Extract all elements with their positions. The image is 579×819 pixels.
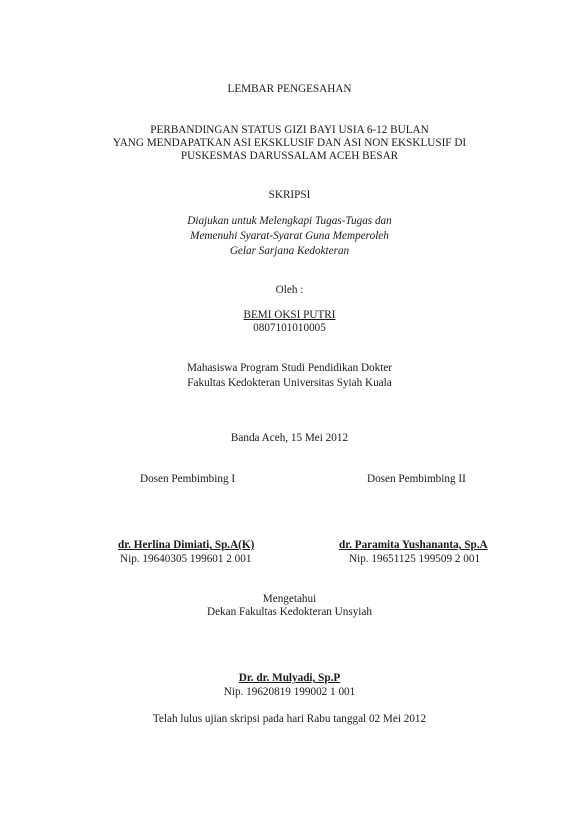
- place-date: Banda Aceh, 15 Mei 2012: [230, 432, 349, 444]
- dean-nip: Nip. 19620819 199002 1 001: [223, 686, 356, 698]
- author-nim: 0807101010005: [253, 322, 326, 334]
- thesis-title-line: PUSKESMAS DARUSSALAM ACEH BESAR: [180, 150, 399, 162]
- document-type: SKRIPSI: [268, 189, 311, 201]
- supervisor-1-name: dr. Herlina Dimiati, Sp.A(K): [118, 539, 255, 551]
- supervisor-2-nip: Nip. 19651125 199509 2 001: [349, 553, 481, 565]
- exam-passed-statement: Telah lulus ujian skripsi pada hari Rabu tanggal 02 Mei 2012: [152, 713, 427, 725]
- thesis-title-line: PERBANDINGAN STATUS GIZI BAYI USIA 6-12 BULAN: [150, 124, 429, 136]
- acknowledged-label: Mengetahui: [262, 593, 317, 605]
- supervisor-1-role: Dosen Pembimbing I: [140, 473, 236, 485]
- author-name: BEMI OKSI PUTRI: [243, 309, 336, 321]
- affiliation-line: Mahasiswa Program Studi Pendidikan Dokter: [186, 362, 393, 374]
- dean-name: Dr. dr. Mulyadi, Sp.P: [238, 672, 341, 684]
- affiliation-line: Fakultas Kedokteran Universitas Syiah Kuala: [187, 377, 392, 389]
- purpose-line: Memenuhi Syarat-Syarat Guna Memperoleh: [190, 230, 389, 242]
- by-label: Oleh :: [275, 284, 304, 296]
- page-heading: LEMBAR PENGESAHAN: [227, 83, 352, 95]
- purpose-line: Gelar Sarjana Kedokteran: [229, 245, 350, 257]
- purpose-line: Diajukan untuk Melengkapi Tugas-Tugas dan: [187, 215, 392, 227]
- dean-position: Dekan Fakultas Kedokteran Unsyiah: [207, 606, 372, 618]
- supervisor-2-name: dr. Paramita Yushananta, Sp.A: [339, 539, 488, 551]
- thesis-title-line: YANG MENDAPATKAN ASI EKSKLUSIF DAN ASI NON EKSKLUSIF DI: [112, 137, 467, 149]
- supervisor-2-role: Dosen Pembimbing II: [367, 473, 466, 485]
- supervisor-1-nip: Nip. 19640305 199601 2 001: [120, 553, 252, 565]
